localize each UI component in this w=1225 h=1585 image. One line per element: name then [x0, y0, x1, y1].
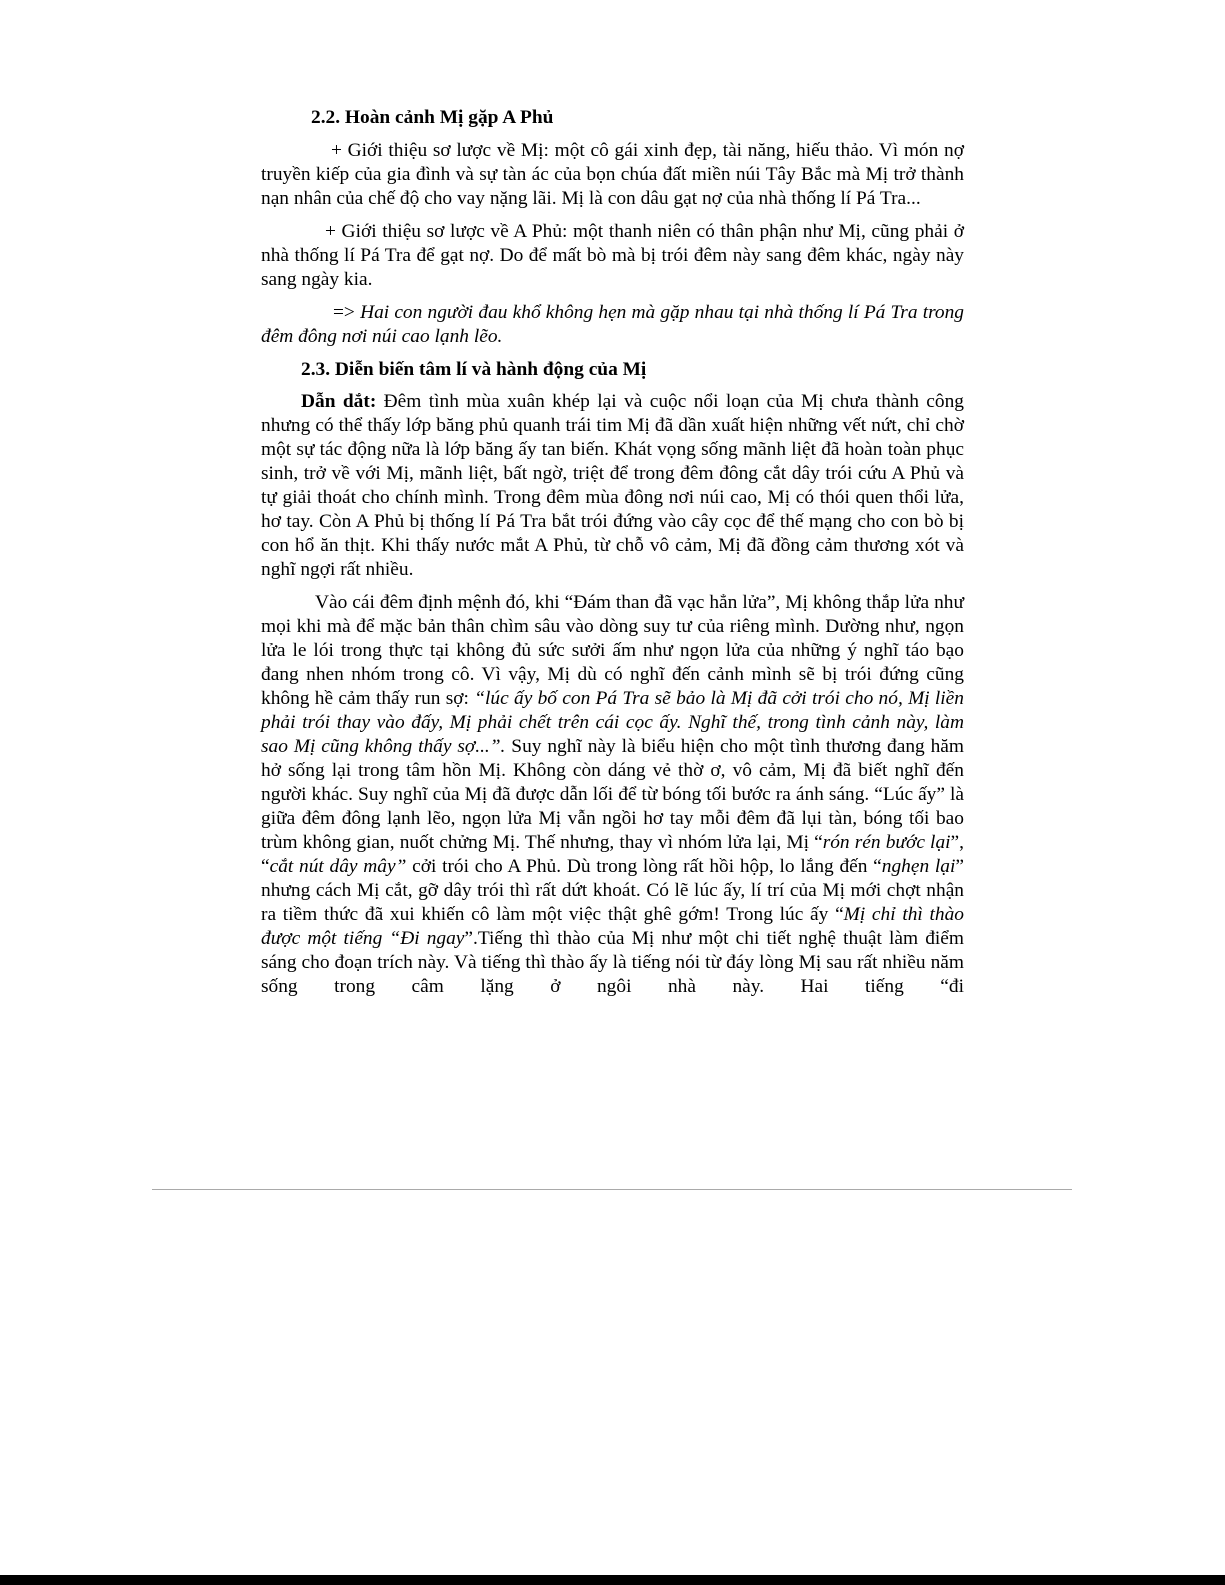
- body-text-2: Suy nghĩ này là biểu hiện cho một tình thương đang hăm hở sống lại trong tâm hồn Mị. Không còn dáng vẻ thờ ơ, vô cảm, Mị đã biết nghĩ đến người khác. Suy nghĩ của Mị đã được dẫn lối để từ bóng tối bước ra ánh sáng. “Lúc ấy” là giữa đêm đông lạnh lẽo, ngọn lửa Mị vẫn ngồi hơ tay mỗi đêm đã lụi tàn, bóng tối bao trùm không gian, nuốt chửng Mị. Thế nhưng, thay vì nhóm lửa lại, Mị “: [261, 736, 964, 853]
- paragraph-mi-intro: + Giới thiệu sơ lược về Mị: một cô gái xinh đẹp, tài năng, hiếu thảo. Vì món nợ truyền kiếp của gia đình và sự tàn ác của bọn chúa đất miền núi Tây Bắc mà Mị trở thành nạn nhân của chế độ cho vay nặng lãi. Mị là con dâu gạt nợ của nhà thống lí Pá Tra...: [261, 140, 964, 209]
- body-quote-2: rón rén bước lại: [822, 832, 951, 853]
- conclusion-italic-text: Hai con người đau khổ không hẹn mà gặp nhau tại nhà thống lí Pá Tra trong đêm đông nơi núi cao lạnh lẽo.: [261, 302, 964, 347]
- body-text-4: cởi trói cho A Phủ. Dù trong lòng rất hồi hộp, lo lắng đến “: [406, 856, 882, 877]
- lead-label: Dẫn dắt:: [301, 391, 377, 412]
- body-text-6: ”.Tiếng thì thào của Mị như một chi tiết nghệ thuật làm điểm sáng cho đoạn trích này. Và tiếng thì thào ấy là tiếng nói từ đáy lòng Mị sau rất nhiều năm sống trong câm lặng ở ngôi nhà này. Hai tiếng “đi: [261, 928, 964, 997]
- body-quote-3: cắt nút dây mây”: [269, 856, 407, 877]
- lead-text: Đêm tình mùa xuân khép lại và cuộc nổi loạn của Mị chưa thành công nhưng có thể thấy lớp băng phủ quanh trái tim Mị đã dần xuất hiện những vết nứt, chỉ chờ một sự tác động nữa là lớp băng ấy tan biến. Khát vọng sống mãnh liệt đã hoàn toàn phục sinh, trở về với Mị, mãnh liệt, bất ngờ, triệt để trong đêm đông cắt dây trói cứu A Phủ và tự giải thoát cho chính mình. Trong đêm mùa đông nơi núi cao, Mị có thói quen thổi lửa, hơ tay. Còn A Phủ bị thống lí Pá Tra bắt trói đứng vào cây cọc để thế mạng cho con bò bị con hổ ăn thịt. Khi thấy nước mắt A Phủ, từ chỗ vô cảm, Mị đã đồng cảm thương xót và nghĩ ngợi rất nhiều.: [261, 391, 964, 580]
- body-text-5: ” nhưng cách Mị cắt, gỡ dây trói thì rất dứt khoát. Có lẽ lúc ấy, lí trí của Mị mới chợt nhận ra tiềm thức đã xui khiến cô làm một việc thật ghê gớm! Trong lúc ấy “: [261, 856, 964, 925]
- body-text-1: Vào cái đêm định mệnh đó, khi “Đám than đã vạc hẳn lửa”, Mị không thắp lửa như mọi khi mà để mặc bản thân chìm sâu vào dòng suy tư của riêng mình. Dường như, ngọn lửa le lói trong thực tại không đủ sức sưởi ấm như ngọn lửa của những ý nghĩ táo bạo đang nhen nhóm trong cô. Vì vậy, Mị dù có nghĩ đến cảnh mình sẽ bị trói đứng cũng không hề cảm thấy run sợ:: [261, 592, 964, 709]
- body-quote-5: Mị chỉ thì thào được một tiếng “Đi ngay: [261, 904, 964, 949]
- section-heading-2-2: 2.2. Hoàn cảnh Mị gặp A Phủ: [311, 107, 554, 128]
- paragraph-conclusion: [261, 301, 964, 349]
- page-bottom-edge: [0, 1575, 1225, 1585]
- paragraph-lead: [261, 390, 964, 582]
- paragraph-a-phu-intro: + Giới thiệu sơ lược về A Phủ: một thanh niên có thân phận như Mị, cũng phải ở nhà thống lí Pá Tra để gạt nợ. Do để mất bò mà bị trói đêm này sang đêm khác, ngày này sang ngày kia.: [261, 221, 964, 290]
- document-page: [261, 106, 964, 1008]
- arrow-text: =>: [333, 302, 361, 323]
- page-footer-divider: [152, 1189, 1072, 1190]
- paragraph-body: [261, 591, 964, 999]
- body-quote-4: nghẹn lại: [881, 856, 956, 877]
- body-text-3: ”, “: [261, 832, 964, 877]
- body-quote-1: “lúc ấy bố con Pá Tra sẽ bảo là Mị đã cởi trói cho nó, Mị liền phải trói thay vào đấy, Mị phải chết trên cái cọc ấy. Nghĩ thế, trong tình cảnh này, làm sao Mị cũng không thấy sợ...”.: [261, 688, 964, 757]
- section-heading-2-3: 2.3. Diễn biến tâm lí và hành động của Mị: [301, 359, 647, 380]
